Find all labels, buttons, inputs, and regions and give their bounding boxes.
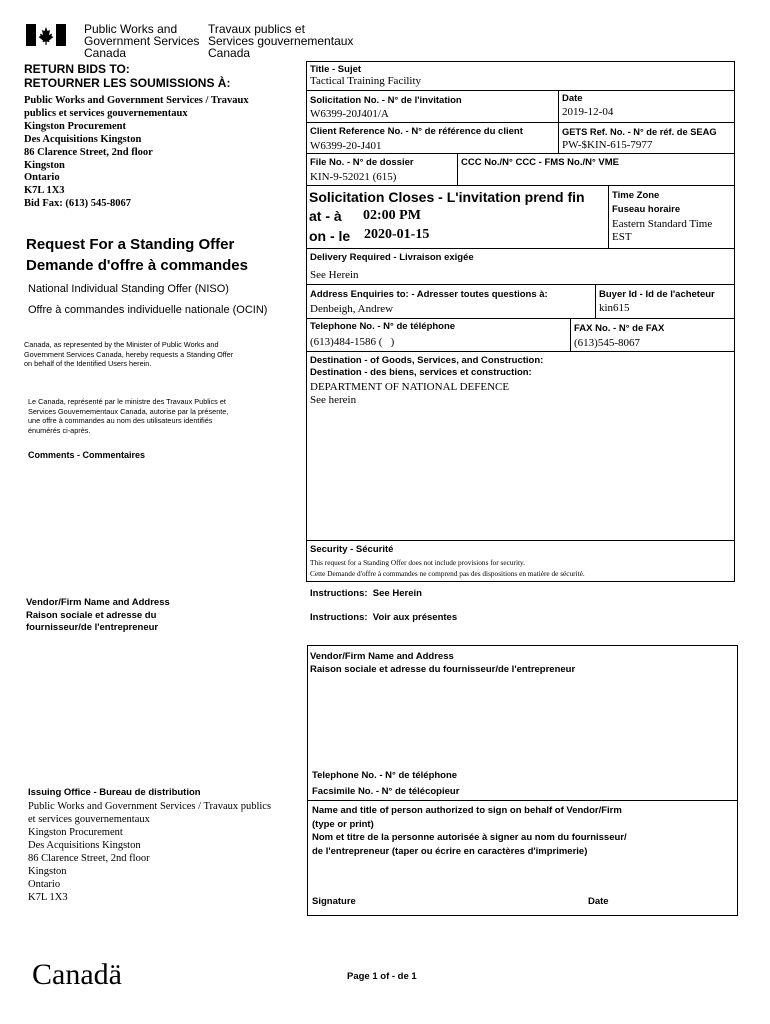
file-no-value: KIN-9-52021 (615) <box>310 171 397 183</box>
org-line: Canada <box>84 46 127 60</box>
delivery-value: See Herein <box>310 269 359 281</box>
paragraph-line: énumérés ci-après. <box>28 425 91 435</box>
divider <box>595 284 596 318</box>
vendor-label-left <box>26 597 170 635</box>
label-line: Vendor/Firm Name and Address <box>26 597 170 608</box>
divider <box>306 284 735 285</box>
buyer-id-value: kin615 <box>599 302 630 314</box>
value-line: This request for a Standing Offer does not include provisions for security. <box>310 558 526 567</box>
org-line: Government Services <box>84 34 200 48</box>
vendor-name-field[interactable] <box>310 680 730 765</box>
divider <box>457 153 458 185</box>
address-line: K7L 1X3 <box>28 892 68 903</box>
time-zone-label <box>612 189 680 217</box>
instructions-en: Instructions: See Herein <box>310 588 422 599</box>
address-line: Kingston Procurement <box>28 827 123 838</box>
label-line: (type or print) <box>312 818 374 830</box>
label-line: Destination - des biens, services et construction: <box>310 367 532 378</box>
closes-at-value: 02:00 PM <box>363 208 421 223</box>
label-line: Nom et titre de la personne autorisée à signer au nom du fournisseur/ <box>312 832 627 843</box>
delivery-label: Delivery Required - Livraison exigée <box>310 252 474 263</box>
client-ref-value: W6399-20-J401 <box>310 140 382 152</box>
file-no-label: File No. - N° de dossier <box>310 157 414 168</box>
label-line: Fuseau horaire <box>612 204 681 215</box>
paragraph-line: Canada, as represented by the Minister of Public Works and <box>24 340 219 349</box>
org-line: Travaux publics et <box>208 22 305 36</box>
value-line: DEPARTMENT OF NATIONAL DEFENCE <box>310 381 510 393</box>
address-line: Kingston Procurement <box>24 120 126 132</box>
address-line: Public Works and Government Services / Travaux publics <box>28 801 272 812</box>
divider <box>306 248 735 249</box>
page-number: Page 1 of - de 1 <box>347 971 417 982</box>
value-line: Eastern Standard Time <box>612 218 713 230</box>
ocin-label: Offre à commandes individuelle nationale (OCIN) <box>28 304 268 316</box>
time-zone-value <box>612 218 712 244</box>
authorized-person-field[interactable] <box>310 862 730 890</box>
destination-label <box>310 355 543 379</box>
destination-value <box>310 381 509 407</box>
ccc-no-label: CCC No./N° CCC - FMS No./N° VME <box>461 157 620 168</box>
return-bids-heading <box>24 62 230 90</box>
niso-label: National Individual Standing Offer (NISO) <box>28 283 229 295</box>
fax-label: FAX No. - N° de FAX <box>574 323 665 334</box>
value-line: Cette Demande d'offre à commandes ne comprend pas des dispositions en matière de sécurité. <box>310 569 585 578</box>
solicitation-no-value: W6399-20J401/A <box>310 108 389 120</box>
request-paragraph-en <box>24 340 233 369</box>
address-line: 86 Clarence Street, 2nd floor <box>24 146 153 158</box>
divider <box>306 185 735 186</box>
issuing-office-label: Issuing Office - Bureau de distribution <box>28 787 201 798</box>
client-ref-label: Client Reference No. - N° de référence du client <box>310 126 523 137</box>
label-line: Vendor/Firm Name and Address <box>310 651 454 662</box>
divider <box>307 800 738 801</box>
instructions-fr: Instructions: Voir aux présentes <box>310 612 458 623</box>
security-label: Security - Sécurité <box>310 544 394 555</box>
buyer-id-label: Buyer Id - Id de l'acheteur <box>599 289 715 300</box>
label-line: Raison sociale et adresse du <box>26 609 157 621</box>
paragraph-line: Le Canada, représenté par le ministre des Travaux Publics et <box>28 397 226 406</box>
fax-value: (613)545-8067 <box>574 337 640 349</box>
gets-ref-value: PW-$KIN-615-7977 <box>562 139 653 151</box>
canada-wordmark: Canadä <box>32 958 122 991</box>
divider <box>306 90 735 91</box>
org-line: Canada <box>208 46 251 60</box>
divider <box>306 122 735 123</box>
date-label: Date <box>562 93 583 104</box>
telephone-value: (613)484-1586 ( ) <box>310 336 395 348</box>
security-value <box>310 557 585 579</box>
request-title-fr: Demande d'offre à commandes <box>26 257 248 274</box>
address-line: publics et services gouvernementaux <box>24 107 188 119</box>
org-line: Services gouvernementaux <box>208 34 354 48</box>
vendor-facsimile-label: Facsimile No. - N° de télécopieur <box>312 786 460 797</box>
paragraph-line: une offre à commandes au nom des utilisateurs identifiés <box>28 416 213 425</box>
divider <box>558 90 559 153</box>
request-title-en: Request For a Standing Offer <box>26 236 235 253</box>
department-name-fr <box>208 23 353 59</box>
address-enquiries-value: Denbeigh, Andrew <box>310 303 394 315</box>
divider <box>608 185 609 248</box>
divider <box>306 351 735 352</box>
title-value: Tactical Training Facility <box>310 75 422 87</box>
title-label: Title - Sujet <box>310 64 362 75</box>
paragraph-line: on behalf of the Identified Users herein. <box>24 359 152 368</box>
address-line: et services gouvernementaux <box>28 814 150 825</box>
closes-on-label: on - le <box>309 228 351 244</box>
label-line: Name and title of person authorized to sign on behalf of Vendor/Firm <box>312 805 622 816</box>
label-line: Destination - of Goods, Services, and Construction: <box>310 355 544 366</box>
address-line: 86 Clarence Street, 2nd floor <box>28 853 150 864</box>
department-name-en <box>84 23 199 59</box>
address-line: K7L 1X3 <box>24 185 65 197</box>
telephone-label: Telephone No. - N° de téléphone <box>310 321 456 332</box>
value-line: See herein <box>310 394 357 406</box>
address-line: Kingston <box>28 866 67 877</box>
vendor-box-label <box>310 650 575 676</box>
address-line: Des Acquisitions Kingston <box>28 840 141 851</box>
closes-at-label: at - à <box>309 208 342 224</box>
signature-label: Signature <box>312 896 356 907</box>
paragraph-line: Government Services Canada, hereby requests a Standing Offer <box>24 349 234 359</box>
address-line: Ontario <box>28 879 61 890</box>
request-paragraph-fr <box>28 397 228 435</box>
comments-label: Comments - Commentaires <box>28 450 146 460</box>
value-line: EST <box>612 231 632 243</box>
address-line: Des Acquisitions Kingston <box>24 133 142 145</box>
label-line: Raison sociale et adresse du fournisseur/de l'entrepreneur <box>310 664 576 675</box>
address-line: Kingston <box>24 159 65 171</box>
vendor-telephone-label: Telephone No. - N° de téléphone <box>312 770 458 781</box>
authorized-person-label <box>312 804 627 858</box>
label-line: de l'entrepreneur (taper ou écrire en caractères d'imprimerie) <box>312 845 588 857</box>
gets-ref-label: GETS Ref. No. - N° de réf. de SEAG <box>562 127 717 137</box>
solicitation-no-label: Solicitation No. - N° de l'invitation <box>310 95 462 106</box>
heading-line: RETURN BIDS TO: <box>24 62 130 76</box>
return-bids-address <box>24 95 249 211</box>
divider <box>306 318 735 319</box>
address-line: Public Works and Government Services / Travaux <box>24 95 249 106</box>
paragraph-line: Services Gouvernementaux Canada, autorise par la présente, <box>28 406 229 416</box>
issuing-office-address <box>28 800 271 904</box>
date-value: 2019-12-04 <box>562 106 614 118</box>
divider <box>570 318 571 351</box>
address-enquiries-label: Address Enquiries to: - Adresser toutes questions à: <box>310 289 548 300</box>
org-line: Public Works and <box>84 22 178 36</box>
closes-label: Solicitation Closes - L'invitation prend fin <box>309 189 585 205</box>
label-line: Time Zone <box>612 190 660 201</box>
heading-line: RETOURNER LES SOUMISSIONS À: <box>24 76 231 90</box>
closes-on-value: 2020-01-15 <box>364 227 430 242</box>
address-line: Ontario <box>24 172 60 184</box>
divider <box>306 153 735 154</box>
divider <box>306 540 735 541</box>
address-line: Bid Fax: (613) 545-8067 <box>24 198 132 210</box>
canada-flag-icon <box>26 24 66 46</box>
signature-date-label: Date <box>588 896 609 907</box>
label-line: fournisseur/de l'entrepreneur <box>26 622 159 633</box>
